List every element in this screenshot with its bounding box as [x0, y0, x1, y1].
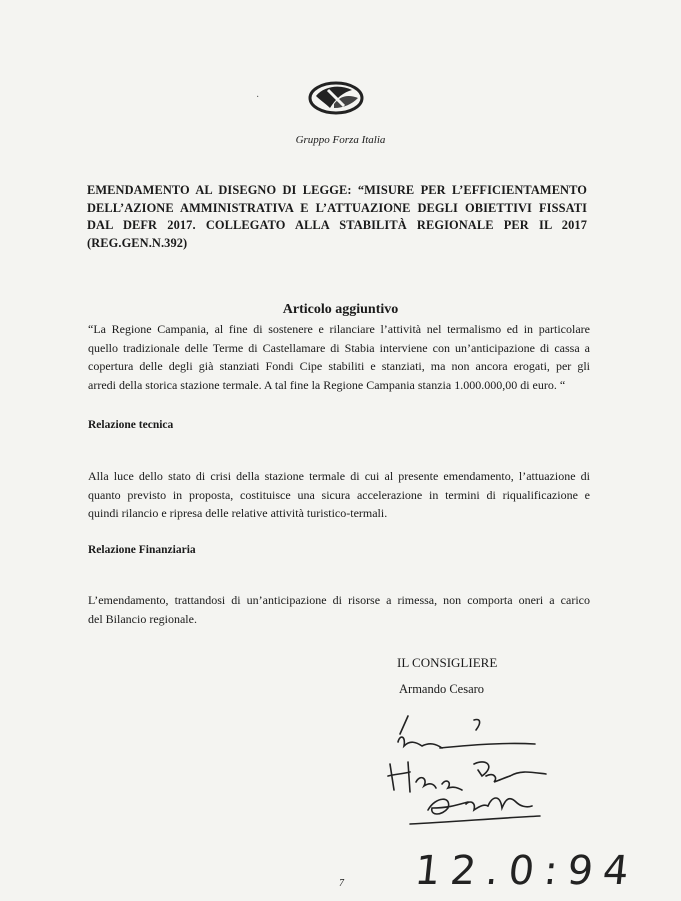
handwritten-date: 12.0:94 [412, 848, 641, 894]
text-line: quindi rilancio e ripresa delle relative attività turistico-termali. [88, 506, 388, 521]
financial-report-text [88, 591, 590, 628]
technical-report-heading: Relazione tecnica [88, 419, 174, 431]
title-line: EMENDAMENTO AL DISEGNO DI LEGGE: “MISURE PER L’EFFICIENTAMENTO [87, 183, 587, 197]
speck-mark: · [256, 92, 260, 103]
amendment-title [87, 182, 587, 252]
text-line: arredi della storica stazione termale. A tal fine la Regione Campania stanzia 1.000.000,00 di euro. “ [88, 377, 566, 392]
article-text [88, 320, 590, 394]
technical-report-text [88, 467, 590, 523]
signatory-name: Armando Cesaro [399, 682, 485, 696]
title-line: DELL’AZIONE AMMINISTRATIVA E L’ATTUAZIONE DEGLI OBIETTIVI FISSATI [87, 200, 587, 215]
text-line: copertura delle degli già stanziati Fondi Cipe stabiliti e stanziati, ma non ancora erogati, per gli [88, 359, 590, 374]
financial-report-heading: Relazione Finanziaria [88, 544, 196, 556]
forza-italia-logo-icon [306, 78, 366, 118]
text-line: “La Regione Campania, al fine di sostenere e rilanciare l’attività nel termalismo ed in particolare [88, 322, 590, 336]
handwritten-signatures-icon [370, 712, 610, 832]
text-line: L’emendamento, trattandosi di un’anticipazione di risorse a rimessa, non comporta oneri a carico [88, 593, 590, 607]
party-group-name: Gruppo Forza Italia [295, 134, 386, 146]
text-line: Alla luce dello stato di crisi della stazione termale di cui al presente emendamento, l’attuazione di [88, 469, 590, 483]
page-number: 7 [339, 878, 344, 889]
signatory-role: IL CONSIGLIERE [397, 655, 498, 670]
title-line: DAL DEFR 2017. COLLEGATO ALLA STABILITÀ REGIONALE PER IL 2017 [87, 218, 587, 232]
text-line: quanto previsto in proposta, costituisce una sicura accelerazione in termini di riqualificazione e [88, 487, 590, 502]
article-heading: Articolo aggiuntivo [282, 302, 399, 317]
text-line: del Bilancio regionale. [88, 611, 197, 626]
text-line: quello tradizionale delle Terme di Castellamare di Stabia interviene con un’anticipazione di cassa a [88, 340, 590, 355]
title-line: (REG.GEN.N.392) [87, 235, 188, 250]
